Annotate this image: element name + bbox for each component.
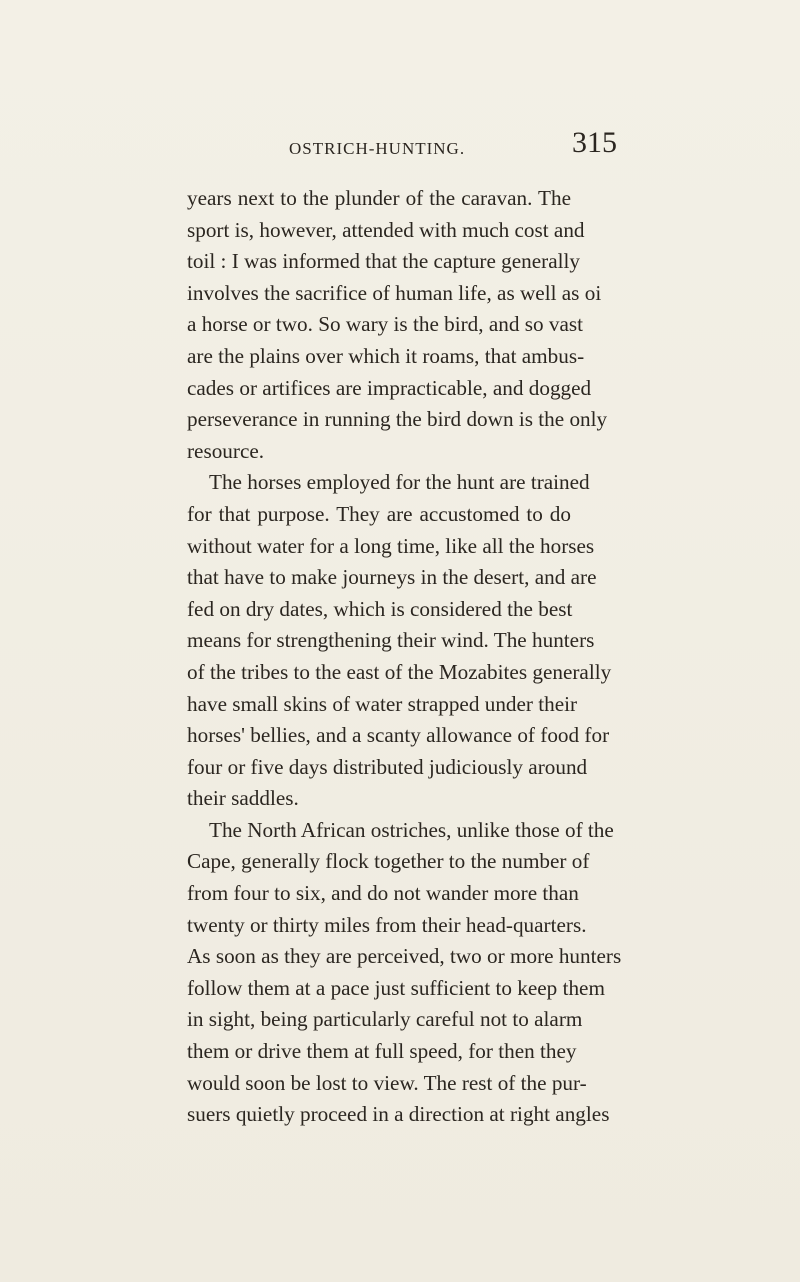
text-line: As soon as they are perceived, two or more hunters <box>187 944 622 969</box>
text-line: without water for a long time, like all the horses <box>187 533 595 558</box>
text-line: in sight, being particularly careful not to alarm <box>187 1007 583 1032</box>
text-line: suers quietly proceed in a direction at right angles <box>187 1102 610 1127</box>
text-line: four or five days distributed judiciously around <box>187 754 588 779</box>
text-line: perseverance in running the bird down is the only <box>187 407 608 432</box>
text-line: a horse or two. So wary is the bird, and so vast <box>187 312 584 337</box>
text-line: that have to make journeys in the desert, and are <box>187 565 597 590</box>
text-line: for that purpose. They are accustomed to do <box>187 501 571 526</box>
text-line: follow them at a pace just sufficient to keep them <box>187 975 605 1000</box>
running-head: OSTRICH-HUNTING. <box>289 139 466 158</box>
text-line: years next to the plunder of the caravan. The <box>187 186 571 210</box>
body-text <box>187 183 622 1131</box>
text-line: cades or artifices are impracticable, and dogged <box>187 375 592 400</box>
text-line: them or drive them at full speed, for then they <box>187 1039 577 1064</box>
text-line: horses' bellies, and a scanty allowance of food for <box>187 723 610 748</box>
text-line: of the tribes to the east of the Mozabites generally <box>187 659 612 684</box>
text-line: Cape, generally flock together to the number of <box>187 849 590 874</box>
page-number: 315 <box>572 126 617 159</box>
text-line: resource. <box>187 438 265 463</box>
text-line: are the plains over which it roams, that ambus- <box>187 343 585 368</box>
text-line: The horses employed for the hunt are trained <box>209 470 590 495</box>
text-line: their saddles. <box>187 786 299 811</box>
text-line: would soon be lost to view. The rest of the pur- <box>187 1070 587 1095</box>
text-line: from four to six, and do not wander more than <box>187 881 579 906</box>
text-line: involves the sacrifice of human life, as well as oi <box>187 280 602 305</box>
text-line: have small skins of water strapped under their <box>187 691 578 716</box>
text-line: sport is, however, attended with much cost and <box>187 217 585 242</box>
text-line: The North African ostriches, unlike those of the <box>209 817 614 842</box>
text-line: twenty or thirty miles from their head-quarters. <box>187 912 587 937</box>
text-line: means for strengthening their wind. The hunters <box>187 628 595 653</box>
text-line: fed on dry dates, which is considered the best <box>187 596 573 621</box>
text-line: toil : I was informed that the capture generally <box>187 249 581 274</box>
